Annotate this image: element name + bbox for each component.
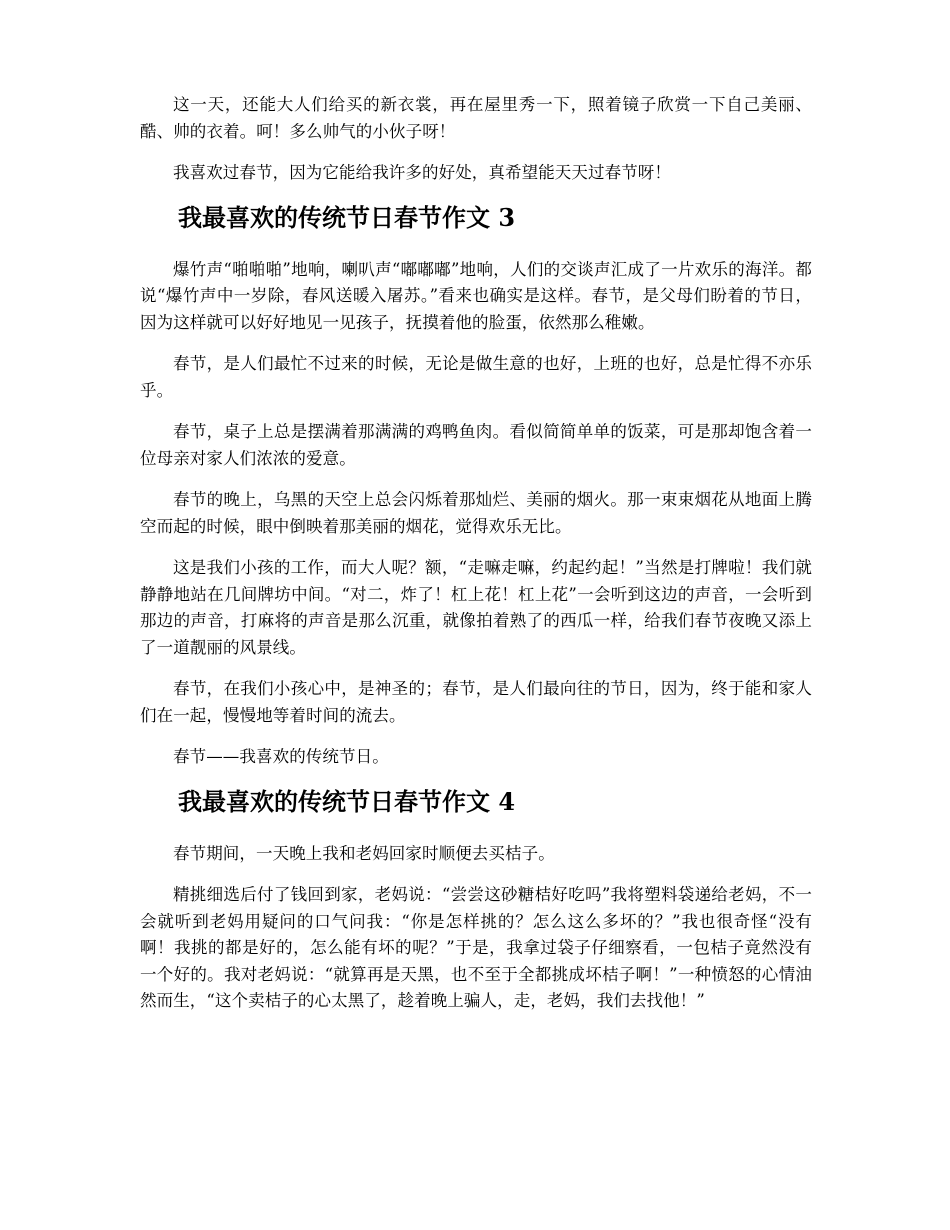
document-body [140,92,812,1015]
section-heading: 我最喜欢的传统节日春节作文 3 [178,202,516,232]
paragraph: 这一天，还能大人们给买的新衣裳，再在屋里秀一下，照着镜子欣赏一下自己美丽、酷、帅的衣着。呵！多么帅气的小伙子呀！ [140,95,812,141]
paragraph: 这是我们小孩的工作，而大人呢？额，“走嘛走嘛，约起约起！”当然是打牌啦！我们就静静地站在几间牌坊中间。“对二，炸了！杠上花！杠上花”一会听到这边的声音，一会听到那边的声音，打麻将的声音是那么沉重，就像拍着熟了的西瓜一样，给我们春节夜晚又添上了一道靓丽的风景线。 [140,558,812,657]
paragraph: 春节，在我们小孩心中，是神圣的；春节，是人们最向往的节日，因为，终于能和家人们在一起，慢慢地等着时间的流去。 [140,679,812,725]
paragraph: 爆竹声“啪啪啪”地响，喇叭声“嘟嘟嘟”地响，人们的交谈声汇成了一片欢乐的海洋。都说“爆竹声中一岁除，春风送暖入屠苏。”看来也确实是这样。春节，是父母们盼着的节日，因为这样就可以好好地见一见孩子，抚摸着他的脸蛋，依然那么稚嫩。 [140,259,812,332]
paragraph: 春节，桌子上总是摆满着那满满的鸡鸭鱼肉。看似简简单单的饭菜，可是那却饱含着一位母亲对家人们浓浓的爱意。 [140,422,812,468]
paragraph: 春节的晚上，乌黑的天空上总会闪烁着那灿烂、美丽的烟火。那一束束烟花从地面上腾空而起的时候，眼中倒映着那美丽的烟花，觉得欢乐无比。 [140,490,812,536]
paragraph: 精挑细选后付了钱回到家，老妈说：“尝尝这砂糖桔好吃吗”我将塑料袋递给老妈，不一会就听到老妈用疑问的口气问我：“你是怎样挑的？怎么这么多坏的？”我也很奇怪“没有啊！我挑的都是好的，怎么能有坏的呢？”于是，我拿过袋子仔细察看，一包桔子竟然没有一个好的。我对老妈说：“就算再是天黑，也不至于全都挑成坏桔子啊！”一种愤怒的心情油然而生，“这个卖桔子的心太黑了，趁着晚上骗人，走，老妈，我们去找他！” [140,885,812,1010]
section-heading: 我最喜欢的传统节日春节作文 4 [178,786,516,816]
paragraph: 春节——我喜欢的传统节日。 [173,747,389,766]
paragraph: 我喜欢过春节，因为它能给我许多的好处，真希望能天天过春节呀！ [173,163,671,182]
paragraph: 春节期间，一天晚上我和老妈回家时顺便去买桔子。 [173,843,555,863]
paragraph: 春节，是人们最忙不过来的时候，无论是做生意的也好，上班的也好，总是忙得不亦乐乎。 [140,354,812,400]
